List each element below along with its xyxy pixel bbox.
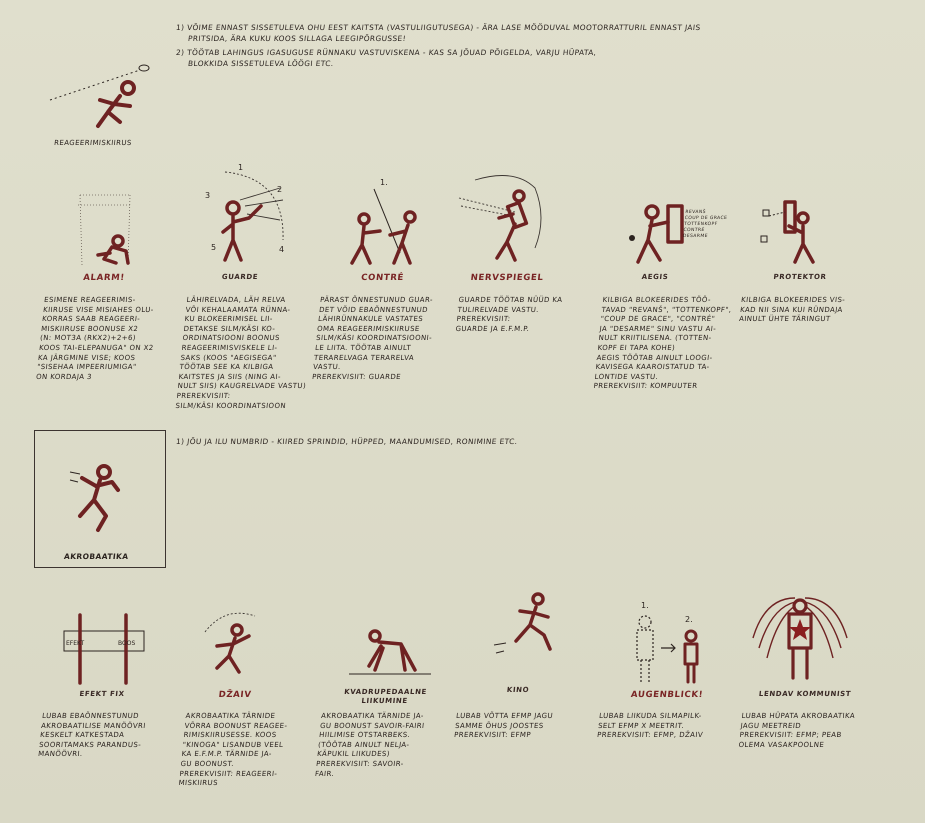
aegis-line: KOPF EI TAPA KOHE) [597, 343, 676, 352]
dzaiv-line: "KINOGA" LISANDUB VEEL [182, 740, 284, 749]
skill-desc-kino [453, 712, 586, 741]
guarde-line: LÄHIRELVADA, LÄH RELVA [186, 296, 286, 304]
alarm-line: (N: MOT3A (RKX2)+2+6) [39, 334, 137, 343]
aegis-sign-revans: REVANŠ [685, 210, 707, 215]
skill-desc-alarm [35, 296, 174, 382]
kvadrupedaalne-line: PREREKVISIIT: SAVOIR- [315, 759, 405, 768]
guarde-line: PREREKVISIIT: [176, 391, 231, 400]
skill-desc-efekt-fix [37, 712, 177, 760]
main-skill-label-akrobaatika: AKROBAATIKA [63, 552, 129, 561]
skill-desc-dzaiv [178, 712, 321, 789]
kvadrupedaalne-line: FAIR. [314, 769, 335, 778]
section1-intro-line-3: 2) TÖÖTAB LAHINGUS IGASUGUSE RÜNNAKU VASTUVISKENA - KAS SA JÕUAD PÕIGELDA, VARJU HÜPATA, [175, 48, 597, 57]
skill-desc-guarde [175, 296, 322, 411]
main-skill-label-reageerimiskiirus: REAGEERIMISKIIRUS [53, 139, 133, 147]
efekt-fix-line: KESKELT KATKESTADA [39, 731, 125, 740]
guarde-number-1: 1 [238, 163, 244, 172]
kino-figure-icon [490, 585, 570, 665]
alarm-figure-icon [70, 175, 140, 270]
section1-intro-line-1: 1) VÕIME ENNAST SISSETULEVA OHU EEST KAITSTA (VASTULIIGUTUSEGA) - ÄRA LASE MÖÖDUVAL MOOTORRATTURIL ENNAST JAIS [175, 23, 702, 32]
aegis-line: "COUP DE GRACE", "CONTRÉ" [600, 315, 716, 324]
kino-line: PREREKVISIIT: EFMP [453, 731, 532, 740]
skill-desc-lendav-kommunist [738, 712, 902, 750]
alarm-line: ON KORDAJA 3 [35, 372, 93, 381]
skill-desc-contre [311, 296, 455, 382]
contre-line: OMA REAGEERIMISKIIRUSE [316, 324, 421, 333]
contre-line: DET VÕID EBAÕNNESTUNUD [318, 305, 429, 314]
skill-title-augenblick: AUGENBLICK! [630, 690, 704, 700]
skill-title-kvadrupedaalne: KVADRUPEDAALNE LIIKUMINE [343, 688, 428, 705]
skill-title-guarde: GUARDE [221, 273, 259, 281]
guarde-line: KU BLOKEERIMISEL LII- [184, 315, 274, 324]
aegis-line: NULT KRIITILISENA. (TOTTEN- [598, 334, 712, 343]
skill-title-nervspiegel: NERVSPIEGEL [470, 273, 544, 283]
lendav-kommunist-line: LUBAB HÜPATA AKROBAATIKA [741, 712, 856, 720]
guarde-line: VÕI KEHALAAMATA RÜNNA- [185, 305, 291, 314]
skill-desc-nervspiegel [455, 296, 589, 334]
skill-title-alarm: ALARM! [82, 273, 126, 283]
contre-line: LE LIITA. TÖÖTAB AINULT [314, 343, 412, 352]
alarm-line: MISKIIRUSE BOONUSE X2 [40, 324, 139, 333]
contre-number: 1. [380, 178, 388, 187]
dzaiv-line: VÕRRA BOONUST REAGEE- [184, 721, 288, 730]
contre-line: SILM/KÄSI KOORDINATSIOONI- [315, 334, 433, 343]
guarde-line: REAGEERIMISVISKELE LI- [181, 343, 278, 352]
aegis-line: KAVISEGA KAAROISTATUD TA- [595, 363, 710, 372]
alarm-line: KIIRUSE VISE MISIAHES OLU- [42, 305, 155, 314]
lendav-kommunist-line: JAGU MEETREID [740, 721, 802, 730]
guarde-line: ORDINATSIOONI BOONUS [182, 334, 281, 343]
dzaiv-line: KA E.F.M.P. TÄRNIDE JA- [181, 750, 273, 759]
skill-desc-kvadrupedaalne [314, 712, 456, 779]
jumping-figure-icon [64, 460, 134, 535]
guarde-number-5: 5 [211, 243, 217, 252]
skill-title-dzaiv: DŽAIV [218, 690, 252, 700]
aegis-line: PREREKVISIIT: KOMPUUTER [593, 382, 698, 391]
augenblick-line: PREREKVISIIT: EFMP, DŽAIV [596, 731, 704, 740]
contre-figure-icon [340, 175, 430, 270]
dzaiv-line: GU BOONUST. [180, 759, 235, 768]
augenblick-number-2: 2. [685, 615, 693, 624]
contre-line: PREREKVISIIT: GUARDE [311, 372, 402, 381]
augenblick-number-1: 1. [641, 601, 649, 610]
guarde-line: TÖÖTAB SEE KA KILBIGA [179, 363, 274, 372]
aegis-sign-contre: CONTRÉ [683, 228, 705, 233]
nervspiegel-line: PREREKVISIIT: [456, 315, 511, 324]
kvadrupedaalne-line: GU BOONUST SAVOIR-FAIRI [319, 721, 425, 730]
aegis-sign-desarme: DESARME [682, 234, 709, 239]
guarde-number-2: 2 [277, 185, 283, 194]
efekt-fix-figure-icon [60, 605, 150, 685]
guarde-line: NULT SIIS) KAUGRELVADE VASTU) [177, 382, 307, 391]
section1-intro-line-2: PRITSIDA, ÄRA KUKU KOOS SILLAGA LEEGIPÕRGUSSE! [187, 34, 407, 43]
skill-desc-augenblick [596, 712, 739, 741]
aegis-sign-coup: COUP DE GRACE [684, 216, 728, 221]
dodging-figure-icon [40, 60, 160, 140]
contre-line: LÄHIRÜNNAKULE VASTATES [317, 315, 424, 324]
skill-title-protektor: PROTEKTOR [773, 273, 827, 281]
aegis-sign-text [682, 210, 728, 240]
protektor-line: KAD NII SINA KUI RÜNDAJA [739, 305, 844, 314]
guarde-figure-icon [195, 160, 295, 270]
skill-desc-protektor [738, 296, 891, 325]
kino-line: SAMME ÕHUS JOOSTES [454, 721, 545, 730]
guarde-number-3: 3 [205, 191, 211, 200]
guarde-line: SILM/KÄSI KOORDINATSIOON [175, 401, 287, 410]
skill-title-aegis: AEGIS [641, 273, 669, 281]
kvadrupedaalne-line: AKROBAATIKA TÄRNIDE JA- [320, 712, 425, 720]
skill-title-efekt-fix: EFEKT FIX [78, 690, 125, 698]
dzaiv-line: PREREKVISIIT: REAGEERI- [179, 769, 278, 778]
contre-line: TERARELVAGA TERARELVA [313, 353, 415, 362]
lendav-kommunist-line: PREREKVISIIT: EFMP; PEAB [739, 731, 843, 740]
kino-line: LUBAB VÕTTA EFMP JAGU [455, 712, 554, 720]
kvadrupedaalne-line: (TÖÖTAB AINULT NELJA- [317, 740, 410, 749]
alarm-line: KA JÄRGMINE VISE; KOOS [37, 353, 136, 362]
section2-intro: 1) JÕU JA ILU NUMBRID - KIIRED SPRINDID, HÜPPED, MAANDUMISED, RONIMINE ETC. [175, 437, 518, 446]
lendav-kommunist-line: OLEMA VASAKPOOLNE [738, 740, 825, 749]
skill-title-contre: CONTRÉ [360, 273, 405, 283]
skill-desc-aegis [593, 296, 743, 392]
dzaiv-line: MISKIIRUS [178, 779, 219, 788]
kvadrupedaalne-line: HIILIMISE OTSTARBEKS. [318, 731, 411, 740]
aegis-sign-tottenkopf: TOTTENKOPF [683, 222, 718, 227]
augenblick-line: LUBAB LIIKUDA SILMAPILK- [598, 712, 703, 720]
nervspiegel-line: GUARDE TÖÖTAB NÜÜD KA [458, 296, 563, 304]
aegis-line: AEGIS TÖÖTAB AINULT LOOGI- [596, 353, 713, 362]
protektor-line: KILBIGA BLOKEERIDES VIS- [740, 296, 846, 304]
efekt-sign-right: BOOS [118, 640, 136, 647]
dzaiv-line: AKROBAATIKA TÄRNIDE [185, 712, 276, 720]
guarde-line: SAKS (KOOS "AEGISEGA" [180, 353, 277, 362]
guarde-line: DETAKSE SILM/KÄSI KO- [183, 324, 276, 333]
efekt-sign-left: EFEKT [66, 640, 85, 647]
section1-intro-line-4: BLOKKIDA SISSETULEVA LÖÖGI ETC. [187, 59, 335, 68]
protektor-figure-icon [755, 196, 835, 266]
aegis-line: JA "DESARME" SINU VASTU AI- [599, 324, 717, 333]
aegis-line: TAVAD "REVANŠ", "TOTTENKOPF", [601, 305, 732, 314]
nervspiegel-line: GUARDE JA E.F.M.P. [455, 324, 530, 333]
alarm-line: "SISEHAA IMPEERIUMIGA" [36, 363, 137, 372]
aegis-line: KILBIGA BLOKEERIDES TÖÖ- [602, 296, 712, 304]
nervspiegel-figure-icon [455, 168, 555, 268]
contre-line: PÄRAST ÕNNESTUNUD GUAR- [319, 296, 434, 304]
efekt-fix-line: LUBAB EBAÕNNESTUNUD [41, 712, 140, 720]
lendav-kommunist-figure-icon [745, 578, 855, 688]
efekt-fix-line: SOORITAMAKS PARANDUS- [38, 740, 142, 749]
skill-title-lendav-kommunist: LENDAV KOMMUNIST [758, 690, 852, 698]
dzaiv-line: RIMISKIIRUSESSE. KOOS [183, 731, 277, 740]
dzaiv-figure-icon [195, 602, 275, 687]
aegis-line: LONTIDE VASTU. [594, 372, 659, 381]
efekt-fix-line: MANÖÖVRI. [37, 750, 84, 759]
kvadrupedaalne-line: KÄPUKIL LIIKUDES) [316, 750, 391, 759]
skill-title-kino: KINO [506, 686, 530, 694]
nervspiegel-line: TULIRELVADE VASTU. [457, 305, 540, 314]
contre-line: VASTU. [312, 363, 342, 372]
augenblick-figure-icon [625, 598, 715, 688]
alarm-line: ESIMENE REAGEERIMIS- [43, 296, 137, 304]
guarde-number-4: 4 [279, 245, 285, 254]
alarm-line: KOOS TAI-ELEPANUGA" ON X2 [38, 343, 155, 352]
alarm-line: KORRAS SAAB REAGEERI- [41, 315, 141, 324]
efekt-fix-line: AKROBAATILISE MANÖÖVRI [40, 721, 147, 730]
kvadrupedaalne-figure-icon [345, 620, 435, 680]
guarde-line: KAITSTES JA SIIS (NING AI- [178, 372, 282, 381]
protektor-line: AINULT ÜHTE TÄRINGUT [738, 315, 831, 324]
augenblick-line: SELT EFMP X MEETRIT. [597, 721, 685, 730]
